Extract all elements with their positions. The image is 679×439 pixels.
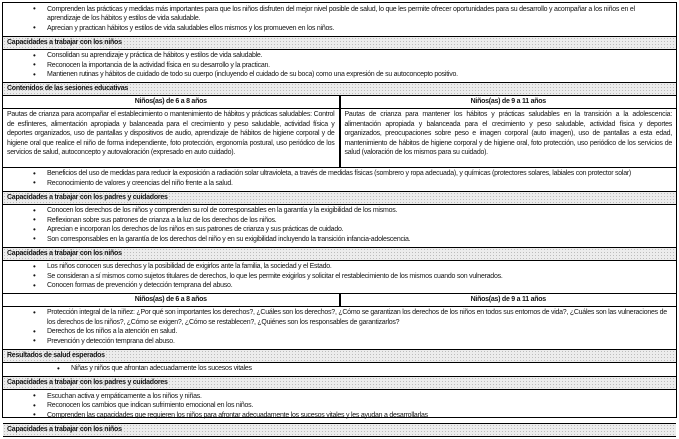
age-header-row <box>3 95 676 108</box>
document-table <box>2 2 677 433</box>
bullet-item: • Mantienen rutinas y hábitos de cuidado de todo su cuerpo (incluyendo el cuidado de su boca) como una expresión de su autoconcepto positivo. <box>3 70 668 80</box>
content-columns-row <box>3 108 676 167</box>
bullet-item: • Reflexionan sobre sus patrones de crianza a la luz de los derechos de los niños. <box>3 216 668 226</box>
section-band-label: Capacidades a trabajar con los niños <box>7 249 122 257</box>
bullet-item: • Niñas y niños que afrontan adecuadamente los sucesos vitales <box>3 364 668 374</box>
section-band <box>3 376 676 389</box>
section-band-label: Capacidades a trabajar con los padres y cuidadores <box>7 379 168 386</box>
bullet-item: • Conocen formas de prevención y detección temprana del abuso. <box>3 281 668 291</box>
bullet-item: • Escuchan activa y empáticamente a los niños y niñas. <box>3 392 668 402</box>
bullet-item: • Reconocimiento de valores y creencias del niño frente a la salud. <box>3 179 668 189</box>
empty-bottom-row <box>3 436 676 439</box>
section-band <box>3 349 676 362</box>
bullet-list <box>3 204 676 247</box>
bullet-list <box>3 49 676 83</box>
bullet-item: • Beneficios del uso de medidas para reducir la exposición a radiación solar ultravioleta, a través de medidas físicas (sombrero y ropa adecuada), y químicas (protectores solares, labiales con protector solar) <box>3 169 668 179</box>
section-band <box>3 247 676 260</box>
age-header-row <box>3 293 676 306</box>
bullet-item: • Los niños conocen sus derechos y la posibilidad de exigirlos ante la familia, la sociedad y el Estado. <box>3 262 668 272</box>
column-text-9-11: Pautas de crianza para mantener los hábitos y prácticas saludables en la transición a la adolescencia: alimentación apropiada y balanceada para el crecimiento y peso saludable, actividad física y deportes organizados, preocupaciones sobre peso e imagen corporal (auto imagen), uso de pantallas a esta edad, mantenimiento de hábitos de higiene corporal y de higiene oral, foto protección, uso periódico de los servicios de salud (valoración de los mismos para su cuidado). <box>344 111 672 156</box>
bullet-item: • Aprecian y practican hábitos y estilos de vida saludables ellos mismos y los promueven en los niños. <box>3 24 668 34</box>
bullet-item: • Aprecian e incorporan los derechos de los niños en sus patrones de crianza y sus prácticas de cuidado. <box>3 225 668 235</box>
section-band <box>3 423 676 436</box>
section-band-label: Capacidades a trabajar con los niños <box>7 38 122 46</box>
bullet-list <box>3 389 676 423</box>
bullet-item: • Se consideran a sí mismos como sujetos titulares de derechos, lo que les permite exigirlos y solicitar el restablecimiento de los mismos cuando son vulnerados. <box>3 272 668 282</box>
bullet-list <box>3 362 676 377</box>
section-band <box>3 191 676 204</box>
age-header-9-11: Niños(as) de 9 a 11 años <box>470 98 546 105</box>
section-band-label: Resultados de salud esperados <box>7 351 105 359</box>
bullet-item: • Reconocen la importancia de la actividad física en su desarrollo y la practican. <box>3 61 668 71</box>
age-header-6-8: Niños(as) de 6 a 8 años <box>3 96 341 108</box>
section-band <box>3 82 676 95</box>
bullet-item: • Consolidan su aprendizaje y práctica de hábitos y estilos de vida saludable. <box>3 51 668 61</box>
bullet-item: • Prevención y detección temprana del abuso. <box>3 337 668 347</box>
column-text-6-8: Pautas de crianza para acompañar el establecimiento o mantenimiento de hábitos y prácticas saludables: Control de esfínteres, alimentación apropiada y balanceada para el crecimiento y peso saludable, actividad física y deportes organizados, uso de pantallas y dispositivos de audio, aprendizaje de hábitos de higiene corporal y de higiene oral que realice el niño de forma independiente, foto protección, ergonomía postural, uso periódico de los servicios de salud, autoconcepto y autovaloración (expresado en auto cuidado). <box>3 109 341 167</box>
bullet-list <box>3 306 676 349</box>
bullet-item: • Comprenden las prácticas y medidas más importantes para que los niños disfruten del mejor nivel posible de salud, lo que les permite ofrecer oportunidades para su desarrollo y acompañar a los niños en el aprendizaje de los hábitos y estilos de vida saludable. <box>3 5 668 24</box>
section-band-label: Contenidos de las sesiones educativas <box>7 85 129 92</box>
bullet-item: • Conocen los derechos de los niños y comprenden su rol de corresponsables en la garantía y la exigibilidad de los mismos. <box>3 206 668 216</box>
bullet-item: • Comprenden las capacidades que requieren los niños para afrontar adecuadamente los sucesos vitales y les ayudan a desarrollarlas <box>3 411 668 421</box>
bullet-item: • Protección integral de la niñez: ¿Por qué son importantes los derechos?, ¿Cuáles son los derechos?, ¿Cómo se garantizan los derechos de los niños en todos sus entornos de vida?, ¿Cuáles son las vulneraciones de los derechos de los niños?, ¿Cómo se exigen?, ¿Cómo se restablecen?, ¿Quiénes son los responsables de garantizarlos? <box>3 308 668 327</box>
section-band-label: Capacidades a trabajar con los padres y cuidadores <box>7 193 168 201</box>
bullet-item: • Derechos de los niños a la atención en salud. <box>3 327 668 337</box>
bullet-list <box>3 167 676 191</box>
age-header-6-8: Niños(as) de 6 a 8 años <box>3 294 341 306</box>
section-band-label: Capacidades a trabajar con los niños <box>7 425 122 433</box>
age-header-9-11: Niños(as) de 9 a 11 años <box>470 296 546 303</box>
bullet-list <box>3 3 676 36</box>
section-band <box>3 36 676 49</box>
bullet-item: • Reconocen los cambios que indican sufrimiento emocional en los niños. <box>3 401 668 411</box>
bullet-item: • Son corresponsables en la garantía de los derechos del niño y en su exigibilidad incluyendo la transición infancia-adolescencia. <box>3 235 668 245</box>
bullet-list <box>3 260 676 294</box>
